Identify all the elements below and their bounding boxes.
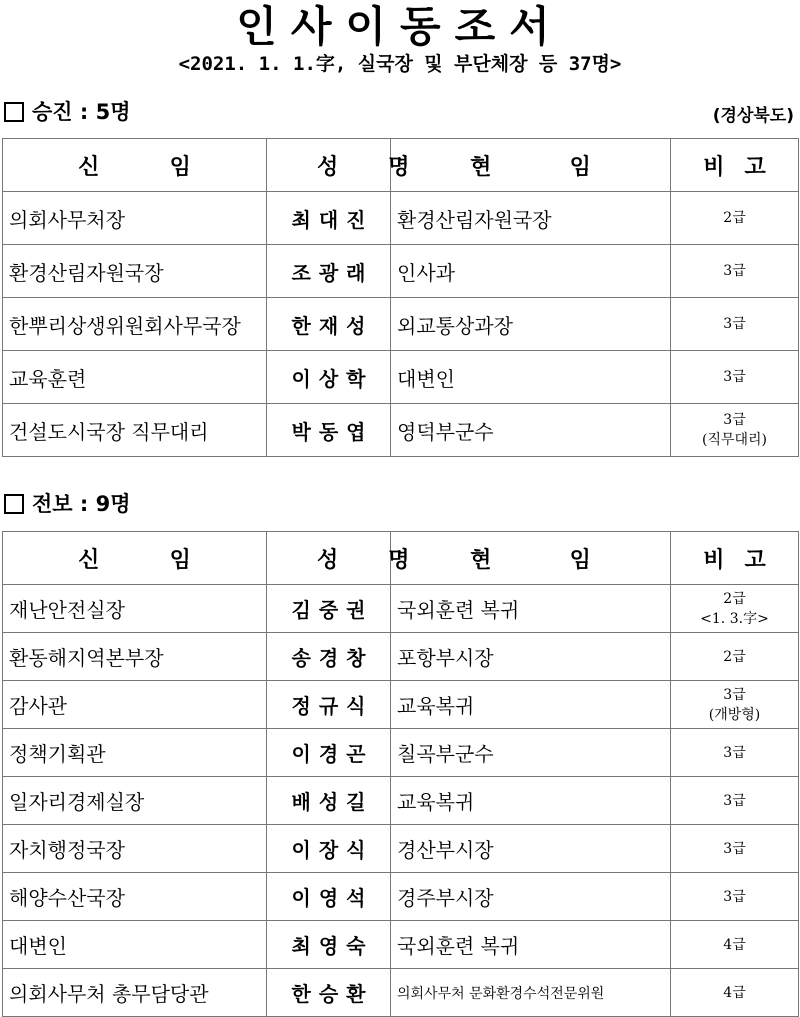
new-position-cell: 자치행정국장 bbox=[3, 825, 267, 873]
name-cell: 박동엽 bbox=[267, 404, 391, 457]
name-cell: 조광래 bbox=[267, 245, 391, 298]
section-heading-label: 승진 : 5명 bbox=[32, 100, 131, 124]
current-position-cell: 경산부시장 bbox=[391, 825, 671, 873]
new-position-cell: 감사관 bbox=[3, 681, 267, 729]
current-position-cell: 교육복귀 bbox=[391, 777, 671, 825]
current-position-cell: 국외훈련 복귀 bbox=[391, 585, 671, 633]
promotion-table bbox=[2, 138, 799, 457]
document-title: 인사이동조서 bbox=[236, 2, 564, 51]
header-name: 성명 bbox=[267, 139, 391, 192]
header-current-position-char: 임 bbox=[569, 154, 591, 180]
header-note: 비고 bbox=[671, 532, 799, 585]
name-cell: 최대진 bbox=[267, 192, 391, 245]
header-new-position bbox=[3, 139, 267, 192]
checkbox-icon bbox=[4, 494, 24, 514]
note-line: 3급 bbox=[723, 412, 746, 428]
header-new-position bbox=[3, 532, 267, 585]
current-position-cell: 칠곡부군수 bbox=[391, 729, 671, 777]
new-position-cell: 환동해지역본부장 bbox=[3, 633, 267, 681]
new-position-cell: 재난안전실장 bbox=[3, 585, 267, 633]
table-header-row bbox=[3, 139, 799, 192]
new-position-cell: 교육훈련 bbox=[3, 351, 267, 404]
note-line: 4급 bbox=[723, 936, 746, 953]
new-position-cell: 의회사무처장 bbox=[3, 192, 267, 245]
section-heading-label: 전보 : 9명 bbox=[32, 492, 131, 516]
note-line: (개방형) bbox=[708, 706, 761, 723]
note-cell bbox=[671, 351, 799, 404]
table-row bbox=[3, 873, 799, 921]
table-row bbox=[3, 351, 799, 404]
note-line: 2급 bbox=[723, 590, 746, 607]
note-line: 3급 bbox=[723, 888, 746, 905]
header-current-position-char: 임 bbox=[569, 547, 591, 573]
name-cell: 이영석 bbox=[267, 873, 391, 921]
section-heading-promotion bbox=[4, 98, 131, 126]
note-line: 3급 bbox=[723, 263, 746, 279]
new-position-cell: 해양수산국장 bbox=[3, 873, 267, 921]
note-cell bbox=[671, 633, 799, 681]
table-row bbox=[3, 298, 799, 351]
note-line: 3급 bbox=[723, 840, 746, 857]
note-line: 3급 bbox=[723, 792, 746, 809]
table-row bbox=[3, 729, 799, 777]
note-cell bbox=[671, 192, 799, 245]
note-line: 3급 bbox=[723, 316, 746, 332]
name-cell: 김중권 bbox=[267, 585, 391, 633]
new-position-cell: 환경산림자원국장 bbox=[3, 245, 267, 298]
note-cell bbox=[671, 245, 799, 298]
note-cell bbox=[671, 585, 799, 633]
table-row bbox=[3, 192, 799, 245]
header-new-position-char: 임 bbox=[169, 547, 191, 573]
header-new-position-label bbox=[3, 543, 266, 574]
section-heading-transfer bbox=[4, 490, 131, 518]
table-header-row bbox=[3, 532, 799, 585]
table-row bbox=[3, 921, 799, 969]
note-cell bbox=[671, 921, 799, 969]
note-cell bbox=[671, 729, 799, 777]
note-cell bbox=[671, 873, 799, 921]
checkbox-icon bbox=[4, 102, 24, 122]
new-position-cell: 의회사무처 총무담당관 bbox=[3, 969, 267, 1017]
name-cell: 최영숙 bbox=[267, 921, 391, 969]
note-line: <1. 3.字> bbox=[700, 610, 769, 627]
name-cell: 배성길 bbox=[267, 777, 391, 825]
new-position-cell: 건설도시국장 직무대리 bbox=[3, 404, 267, 457]
note-line: (직무대리) bbox=[701, 432, 768, 448]
current-position-cell: 국외훈련 복귀 bbox=[391, 921, 671, 969]
document-subtitle: <2021. 1. 1.字, 실국장 및 부단체장 등 37명> bbox=[178, 53, 622, 75]
header-new-position-label bbox=[3, 150, 266, 181]
header-current-position-char: 현 bbox=[470, 547, 492, 573]
note-line: 3급 bbox=[723, 369, 746, 385]
table-row bbox=[3, 825, 799, 873]
current-position-cell: 인사과 bbox=[391, 245, 671, 298]
current-position-cell: 교육복귀 bbox=[391, 681, 671, 729]
transfer-table bbox=[2, 531, 799, 1017]
new-position-cell: 한뿌리상생위원회사무국장 bbox=[3, 298, 267, 351]
current-position-cell: 포항부시장 bbox=[391, 633, 671, 681]
table-row bbox=[3, 777, 799, 825]
note-line: 4급 bbox=[723, 984, 746, 1001]
table-row bbox=[3, 404, 799, 457]
table-row bbox=[3, 969, 799, 1017]
name-cell: 한재성 bbox=[267, 298, 391, 351]
note-cell bbox=[671, 825, 799, 873]
current-position-cell: 영덕부군수 bbox=[391, 404, 671, 457]
header-new-position-char: 신 bbox=[78, 547, 100, 573]
new-position-cell: 정책기획관 bbox=[3, 729, 267, 777]
name-cell: 송경창 bbox=[267, 633, 391, 681]
header-new-position-char: 임 bbox=[169, 154, 191, 180]
new-position-cell: 대변인 bbox=[3, 921, 267, 969]
note-cell bbox=[671, 404, 799, 457]
header-current-position-char: 현 bbox=[470, 154, 492, 180]
note-line: 3급 bbox=[723, 744, 746, 761]
header-name: 성명 bbox=[267, 532, 391, 585]
region-label: (경상북도) bbox=[712, 106, 794, 126]
note-cell bbox=[671, 298, 799, 351]
current-position-cell: 경주부시장 bbox=[391, 873, 671, 921]
note-cell bbox=[671, 777, 799, 825]
name-cell: 이경곤 bbox=[267, 729, 391, 777]
current-position-cell: 의회사무처 문화환경수석전문위원 bbox=[391, 969, 671, 1017]
current-position-cell: 외교통상과장 bbox=[391, 298, 671, 351]
note-line: 2급 bbox=[723, 648, 746, 665]
note-cell bbox=[671, 681, 799, 729]
name-cell: 정규식 bbox=[267, 681, 391, 729]
note-line: 2급 bbox=[723, 210, 746, 226]
name-cell: 이상학 bbox=[267, 351, 391, 404]
name-cell: 이장식 bbox=[267, 825, 391, 873]
table-row bbox=[3, 585, 799, 633]
name-cell: 한승환 bbox=[267, 969, 391, 1017]
current-position-cell: 환경산림자원국장 bbox=[391, 192, 671, 245]
current-position-cell: 대변인 bbox=[391, 351, 671, 404]
table-row bbox=[3, 681, 799, 729]
table-row bbox=[3, 633, 799, 681]
table-row bbox=[3, 245, 799, 298]
header-note: 비고 bbox=[671, 139, 799, 192]
note-cell bbox=[671, 969, 799, 1017]
header-new-position-char: 신 bbox=[78, 154, 100, 180]
note-line: 3급 bbox=[723, 686, 746, 703]
new-position-cell: 일자리경제실장 bbox=[3, 777, 267, 825]
